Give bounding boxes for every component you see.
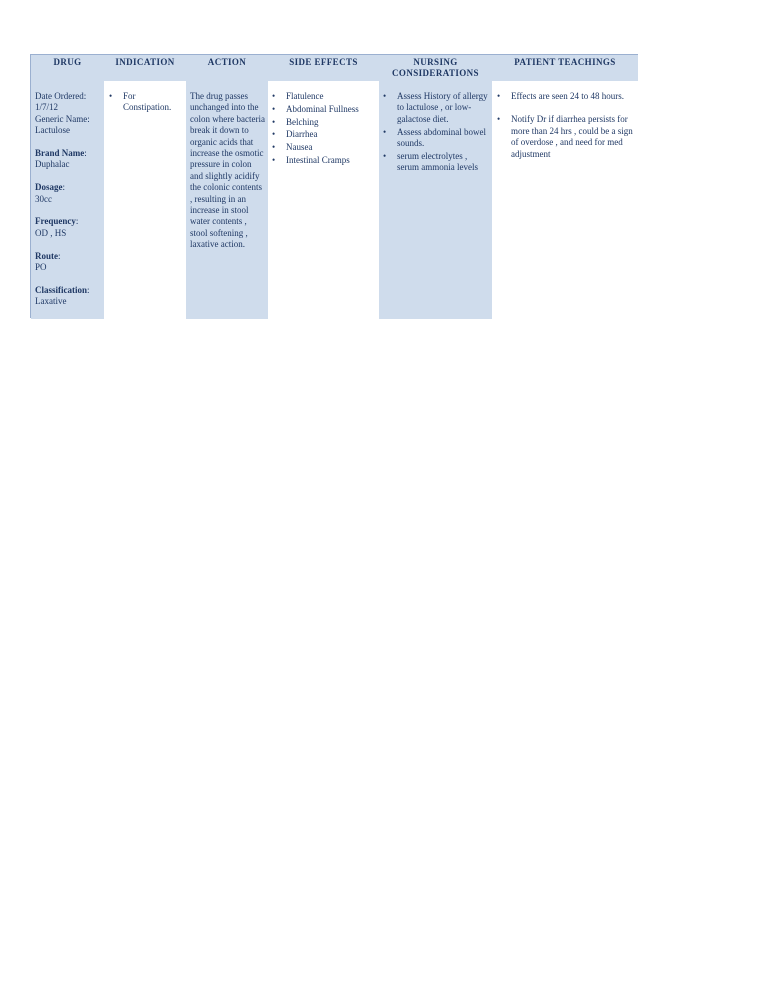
dosage-value: 30cc: [35, 193, 52, 204]
bullet-icon: •: [497, 91, 501, 101]
field-frequency: Frequency: OD , HS: [35, 216, 102, 239]
bullet-icon: •: [109, 91, 113, 101]
indication-list: [109, 91, 184, 114]
header-action: ACTION: [186, 55, 268, 81]
field-classification: Classification: Laxative: [35, 285, 102, 308]
list-item: • Effects are seen 24 to 48 hours.: [497, 91, 625, 101]
date-ordered-label: Date Ordered: [35, 91, 84, 101]
bullet-icon: •: [272, 154, 276, 165]
list-item: • Notify Dr if diarrhea persists for more than 24 hrs , could be a sign of overdose , and need for med adjustment: [497, 114, 633, 159]
header-side-effects: SIDE EFFECTS: [268, 55, 379, 81]
list-item: • Diarrhea: [272, 129, 318, 140]
header-nursing-considerations: NURSING CONSIDERATIONS: [379, 55, 492, 81]
patient-teachings-list: [497, 91, 636, 160]
list-item: • Assess History of allergy to lactulose , or low-galactose diet.: [383, 91, 488, 124]
list-item: • Abdominal Fullness: [272, 103, 359, 114]
nursing-considerations-list: [383, 91, 490, 174]
side-effects-cell: [268, 81, 379, 319]
bullet-icon: •: [272, 142, 276, 153]
route-value: PO: [35, 262, 47, 273]
nursing-considerations-cell: [379, 81, 492, 319]
list-item: • Intestinal Cramps: [272, 154, 350, 165]
action-text: The drug passes unchanged into the colon where bacteria break it down to organic acids that increase the osmotic pressure in colon and slightly acidify the colonic contents , resulting in an increase in stool water contents , stool softening , laxative action.: [190, 91, 265, 250]
action-cell: [186, 81, 268, 319]
header-indication: INDICATION: [104, 55, 186, 81]
generic-name-label: Generic Name: [35, 113, 88, 124]
route-label: Route: [35, 250, 58, 261]
bullet-icon: •: [272, 91, 276, 101]
classification-value: Laxative: [35, 296, 67, 307]
dosage-label: Dosage: [35, 182, 63, 193]
frequency-label: Frequency: [35, 216, 76, 227]
brand-name-value: Duphalac: [35, 159, 70, 170]
list-item: • For Constipation.: [109, 91, 172, 113]
generic-name-value: Lactulose: [35, 125, 70, 136]
date-ordered-value: 1/7/12: [35, 102, 59, 113]
bullet-icon: •: [383, 126, 387, 137]
list-item: • serum electrolytes , serum ammonia levels: [383, 150, 478, 173]
bullet-icon: •: [272, 116, 276, 127]
bullet-icon: •: [272, 129, 276, 140]
indication-cell: [104, 81, 186, 319]
list-item: • Assess abdominal bowel sounds.: [383, 126, 486, 149]
drug-cell: [31, 81, 104, 319]
field-date-generic: Date Ordered: 1/7/12 Generic Name: Lactulose: [35, 91, 102, 137]
frequency-value: OD , HS: [35, 227, 67, 238]
field-brand: Brand Name: Duphalac: [35, 148, 102, 171]
drug-study-table: [30, 54, 638, 318]
list-item: • Belching: [272, 116, 319, 127]
bullet-icon: •: [497, 114, 501, 125]
bullet-icon: •: [383, 150, 387, 161]
side-effects-list: [272, 91, 377, 166]
field-route: Route: PO: [35, 251, 102, 274]
bullet-icon: •: [383, 91, 387, 101]
bullet-icon: •: [272, 103, 276, 114]
field-dosage: Dosage: 30cc: [35, 182, 102, 205]
list-item: • Flatulence: [272, 91, 324, 101]
classification-label: Classification: [35, 284, 88, 295]
patient-teachings-cell: [492, 81, 638, 319]
header-patient-teachings: PATIENT TEACHINGS: [492, 55, 638, 81]
list-item: • Nausea: [272, 142, 313, 153]
brand-name-label: Brand Name: [35, 148, 85, 159]
header-drug: DRUG: [31, 55, 104, 81]
